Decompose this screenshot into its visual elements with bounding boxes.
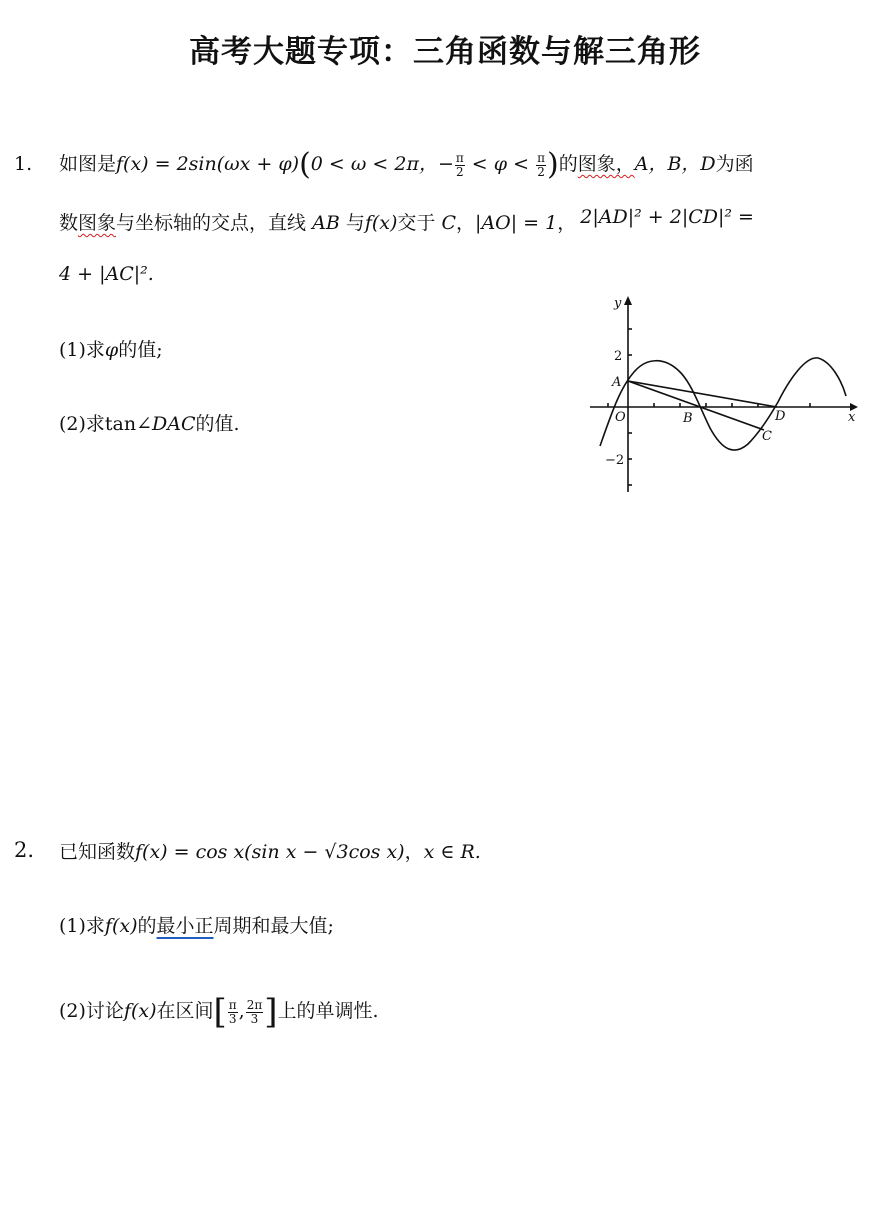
part-label: (1)求 (59, 915, 105, 937)
text: 的 (558, 153, 578, 175)
function-expression: f(x) = 2sin(ωx + φ) (116, 153, 300, 175)
text: 上的单调性. (277, 1000, 379, 1022)
math: f(x) (104, 915, 138, 937)
fraction-pi-over-2: $\frac{\pi}{2}$ (537, 150, 545, 179)
text: 的 (137, 915, 157, 937)
paren-open: ( (299, 147, 311, 182)
segment-ad (628, 381, 777, 407)
math: φ (104, 339, 119, 361)
text: 为函 (715, 153, 754, 175)
point-c-label: C (762, 429, 772, 444)
point-b-label: B (683, 411, 693, 426)
phi-condition: < φ < (465, 153, 536, 175)
sine-curve (600, 358, 846, 450)
function-ref: f(x) (364, 212, 398, 234)
point-o-label: O (615, 410, 626, 425)
paren-close: ) (546, 147, 559, 182)
ao-length: |AO| = 1 (475, 212, 558, 234)
point-c: C (441, 212, 457, 234)
problem-2-number: 2. (14, 838, 35, 862)
function-expression: f(x) = cos x(sin x − √3cos x) (135, 841, 405, 863)
text: 交于 (397, 212, 436, 234)
problem-2-part-1 (59, 912, 334, 940)
distance-equation-end: 4 + |AC|². (59, 263, 154, 285)
y-tick-2: 2 (614, 349, 623, 364)
text: 与坐标轴的交点，直线 (116, 212, 307, 234)
domain-expression: x ∈ R. (423, 841, 481, 863)
text: ， (456, 212, 476, 234)
minus-sign: − (437, 153, 454, 175)
comma: , (238, 1000, 245, 1022)
problem-2-part-2 (59, 992, 379, 1032)
points-list: A，B，D (634, 153, 716, 175)
grammar-underlined-text: 最小正 (156, 915, 214, 937)
page-title: 高考大题专项：三角函数与解三角形 (189, 34, 701, 70)
bracket-open: [ (213, 992, 227, 1032)
problem-2-stem (59, 838, 481, 866)
fraction-2pi-over-3: $\frac{2\pi}{3}$ (246, 997, 263, 1026)
text: ， (404, 841, 424, 863)
text: 在区间 (156, 1000, 214, 1022)
problem-1-line-3 (59, 260, 154, 288)
segment-ac (628, 381, 764, 430)
math: DAC (152, 413, 196, 435)
text: ， (557, 212, 577, 234)
point-d-label: D (775, 409, 786, 424)
part-label: (2)讨论 (59, 1000, 124, 1022)
text: 已知函数 (59, 841, 136, 863)
problem-1-number: 1. (14, 153, 33, 175)
text: 周期和最大值; (213, 915, 334, 937)
x-axis-label: x (848, 410, 856, 425)
problem-1-line-2 (59, 206, 754, 237)
part-label: (2)求tan∠ (59, 413, 153, 435)
bracket-close: ] (264, 992, 278, 1032)
y-axis-arrow (624, 296, 632, 305)
problem-1-line-1 (59, 147, 754, 182)
fraction-pi-over-2: $\frac{\pi}{2}$ (455, 150, 464, 179)
text: 如图是 (59, 153, 117, 175)
problem-1-part-2 (59, 410, 240, 438)
y-tick-neg2: −2 (605, 453, 625, 468)
omega-condition: 0 < ω < 2π， (310, 153, 438, 175)
text: 与 (345, 212, 365, 234)
sine-graph-figure (585, 292, 865, 497)
part-label: (1)求 (59, 339, 105, 361)
text: 的值. (195, 413, 240, 435)
text: 数 (59, 212, 79, 234)
text: 的值; (118, 339, 163, 361)
point-a-label: A (612, 375, 622, 390)
y-axis-label: y (614, 296, 622, 311)
problem-1-part-1 (59, 336, 163, 364)
distance-equation: 2|AD|² + 2|CD|² = (580, 206, 754, 228)
spellcheck-text: 图象， (577, 153, 635, 175)
fraction-pi-over-3: $\frac{\pi}{3}$ (228, 997, 237, 1026)
line-ab: AB (312, 212, 340, 234)
math: f(x) (123, 1000, 157, 1022)
spellcheck-text: 图象 (78, 212, 117, 234)
